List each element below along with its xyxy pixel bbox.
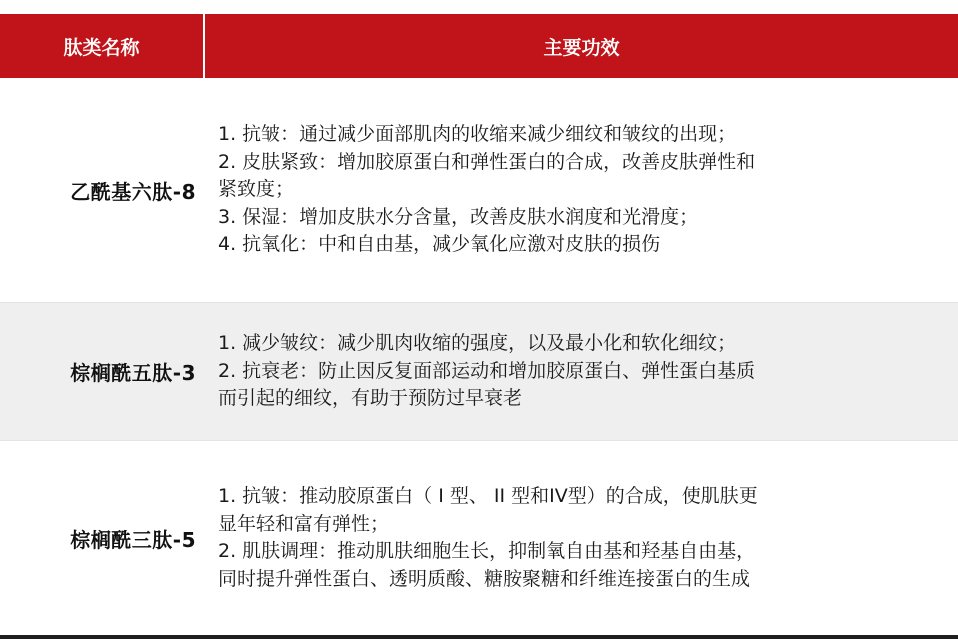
effect-line: 2. 皮肤紧致：增加胶原蛋白和弹性蛋白的合成，改善皮肤弹性和	[218, 150, 756, 173]
table-row	[0, 303, 958, 441]
effect-line: 1. 抗皱：推动胶原蛋白（ I 型、 II 型和IV型）的合成，使肌肤更	[218, 485, 758, 507]
table-row	[0, 441, 958, 636]
effect-line: 而引起的细纹，有助于预防过早衰老	[218, 387, 523, 410]
effect-line: 3. 保湿：增加皮肤水分含量，改善皮肤水润度和光滑度；	[218, 205, 699, 228]
effect-line: 显年轻和富有弹性；	[218, 512, 390, 535]
effect-line: 1. 减少皱纹：减少肌肉收缩的强度，以及最小化和软化细纹；	[218, 332, 737, 355]
effect-line: 2. 肌肤调理：推动肌肤细胞生长，抑制氧自由基和羟基自由基，	[218, 540, 756, 562]
effect-line: 同时提升弹性蛋白、透明质酸、糖胺聚糖和纤维连接蛋白的生成	[218, 567, 751, 590]
bottom-rule	[0, 635, 958, 639]
effects-cell	[204, 441, 958, 636]
effect-line: 紧致度；	[218, 178, 295, 201]
effect-line: 2. 抗衰老：防止因反复面部运动和增加胶原蛋白、弹性蛋白基质	[218, 359, 756, 382]
effect-line: 1. 抗皱：通过减少面部肌肉的收缩来减少细纹和皱纹的出现；	[218, 123, 737, 146]
effects-cell	[204, 78, 958, 303]
top-margin	[0, 0, 958, 14]
table-row	[0, 78, 958, 303]
header-main-effects: 主要功效	[204, 14, 958, 78]
peptide-effects-table	[0, 14, 958, 635]
peptide-name: 棕榈酰五肽-3	[0, 303, 204, 441]
table-header-row	[0, 14, 958, 78]
peptide-name: 棕榈酰三肽-5	[0, 441, 204, 636]
effects-cell	[204, 303, 958, 441]
header-peptide-name: 肽类名称	[0, 14, 204, 78]
peptide-name: 乙酰基六肽-8	[0, 78, 204, 303]
effect-line: 4. 抗氧化：中和自由基，减少氧化应激对皮肤的损伤	[218, 233, 661, 256]
